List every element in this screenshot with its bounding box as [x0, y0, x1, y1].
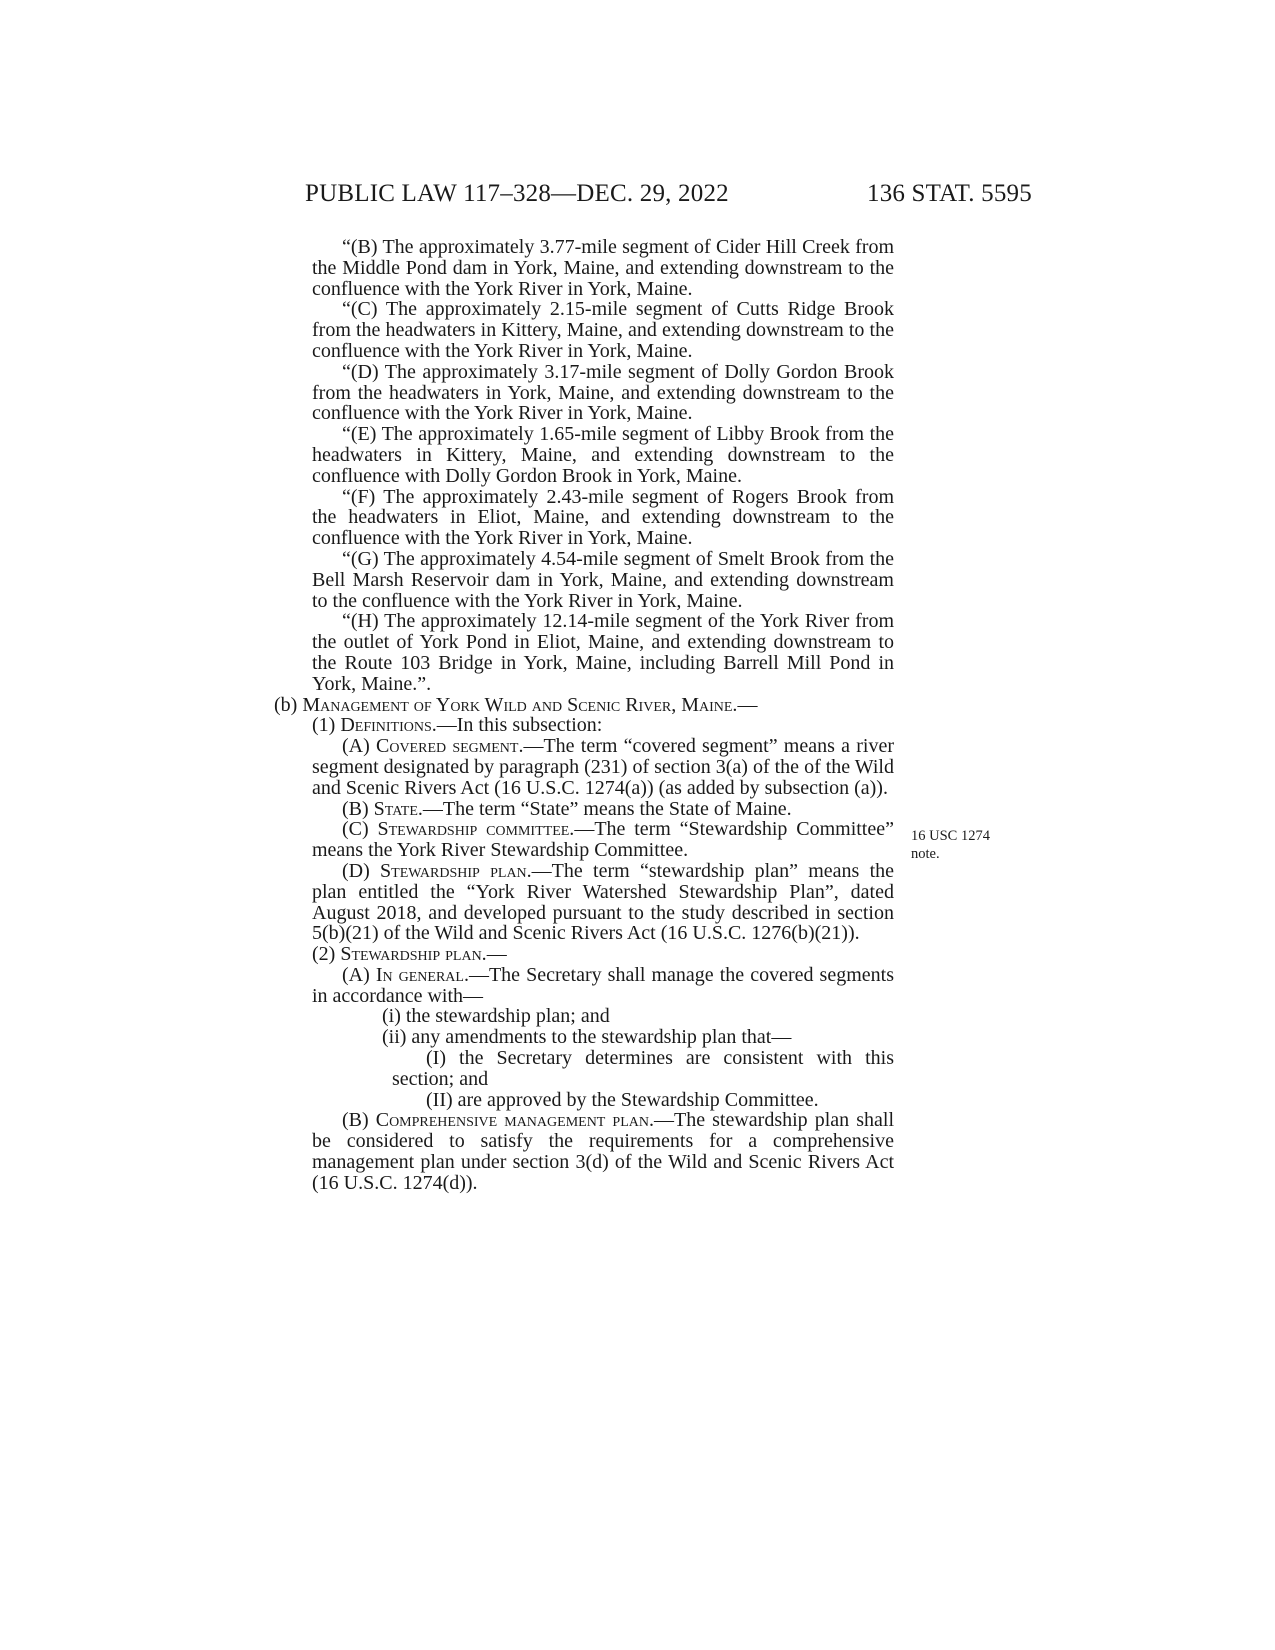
definition-covered-segment: (A) Covered segment.—The term “covered segment” means a river segment designated by paragraph (231) of section 3(a) of the of the Wild and Scenic Rivers Act (16 U.S.C. 1274(a)) (as added by subsection (a)). — [312, 735, 894, 799]
subclause-II: (II) are approved by the Stewardship Committee. — [426, 1088, 819, 1111]
definition-stewardship-committee: (C) Stewardship committee.—The term “Stewardship Committee” means the York River Stewardship Committee. — [312, 818, 894, 862]
paragraph-e-segment: “(E) The approximately 1.65-mile segment of Libby Brook from the headwaters in Kittery, Maine, and extending downstream to the confluence with Dolly Gordon Brook in York, Maine. — [312, 423, 894, 487]
subsection-b-title: Management of York Wild and Scenic River, Maine. — [302, 693, 738, 716]
running-head: PUBLIC LAW 117–328—DEC. 29, 2022 — [305, 180, 729, 207]
statute-body — [274, 236, 895, 1194]
definition-state: (B) State.—The term “State” means the State of Maine. — [342, 797, 792, 820]
stewardship-plan-heading: (2) Stewardship plan.— — [312, 943, 507, 966]
paragraph-g-segment: “(G) The approximately 4.54-mile segment of Smelt Brook from the Bell Marsh Reservoir dam in York, Maine, and extending downstream to the confluence with the York River in York, Maine. — [312, 547, 894, 612]
clause-i: (i) the stewardship plan; and — [382, 1005, 610, 1028]
margin-note-citation: 16 USC 1274 — [911, 828, 990, 844]
page-citation: 136 STAT. 5595 — [867, 180, 1032, 207]
in-general-paragraph: (A) In general.—The Secretary shall manage the covered segments in accordance with— — [312, 963, 894, 1007]
comprehensive-management-plan: (B) Comprehensive management plan.—The stewardship plan shall be considered to satisfy the requirements for a comprehensive management plan under section 3(d) of the Wild and Scenic Rivers Act (16 U.S.C. 1274(d)). — [312, 1109, 895, 1194]
margin-note — [911, 827, 1021, 863]
paragraph-h-segment: “(H) The approximately 12.14-mile segment of the York River from the outlet of York Pond in Eliot, Maine, and extending downstream to the Route 103 Bridge in York, Maine, including Barrell Mill Pond in York, Maine.”. — [312, 610, 894, 695]
clause-ii: (ii) any amendments to the stewardship plan that— — [382, 1026, 792, 1049]
paragraph-f-segment: “(F) The approximately 2.43-mile segment of Rogers Brook from the headwaters in Eliot, Maine, and extending downstream to the confluence with the York River in York, Maine. — [312, 485, 894, 550]
definitions-heading: (1) Definitions.—In this subsection: — [312, 714, 603, 737]
definition-stewardship-plan: (D) Stewardship plan.—The term “stewardship plan” means the plan entitled the “York River Watershed Stewardship Plan”, dated August 2018, and developed pursuant to the study described in section 5(b)(21) of the Wild and Scenic Rivers Act (16 U.S.C. 1276(b)(21)). — [312, 859, 895, 945]
subclause-I: (I) the Secretary determines are consistent with this section; and — [392, 1047, 894, 1090]
margin-note-label: note. — [911, 846, 940, 862]
paragraph-c-segment: “(C) The approximately 2.15-mile segment of Cutts Ridge Brook from the headwaters in Kittery, Maine, and extending downstream to the confluence with the York River in York, Maine. — [312, 298, 894, 362]
subsection-b-heading: (b) Management of York Wild and Scenic River, Maine.— — [274, 693, 758, 716]
paragraph-d-segment: “(D) The approximately 3.17-mile segment of Dolly Gordon Brook from the headwaters in York, Maine, and extending downstream to the confluence with the York River in York, Maine. — [312, 360, 894, 425]
paragraph-b-segment: “(B) The approximately 3.77-mile segment of Cider Hill Creek from the Middle Pond dam in York, Maine, and extending downstream to the confluence with the York River in York, Maine. — [312, 236, 894, 300]
